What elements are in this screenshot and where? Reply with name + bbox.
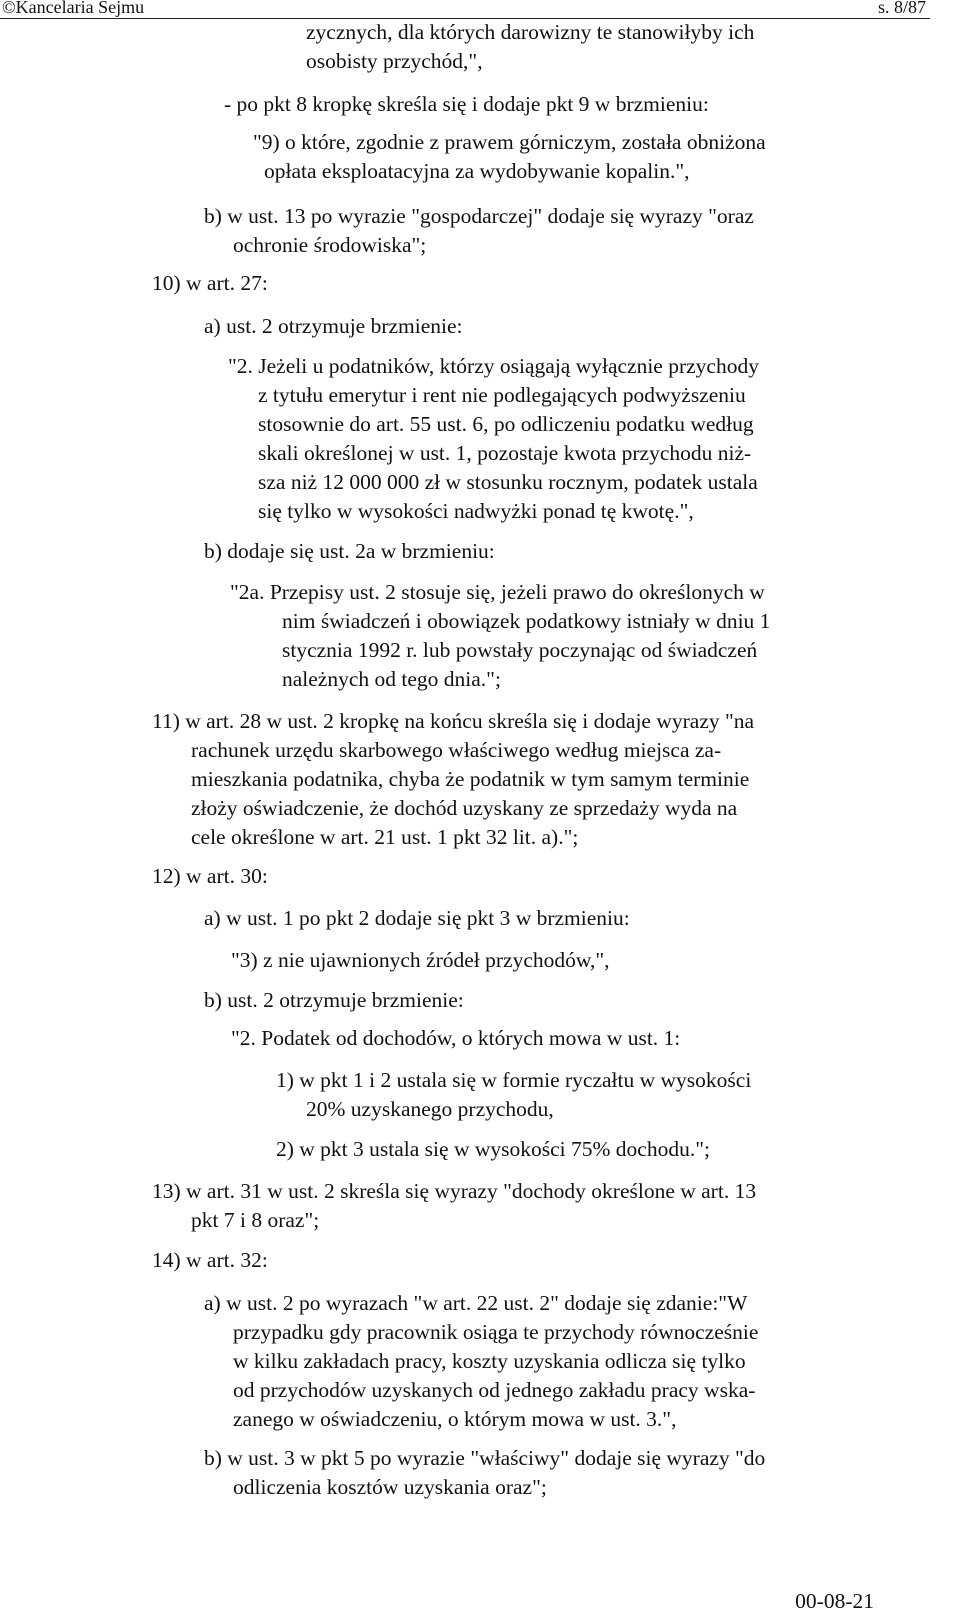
text-line: rachunek urzędu skarbowego właściwego według miejsca za- [191,738,722,762]
text-line: b) dodaje się ust. 2a w brzmieniu: [204,539,495,563]
quoted-ust-2-podatek [231,1024,840,1053]
item-b-ust-3 [204,1444,840,1473]
quoted-ust-2-body [258,381,840,526]
footer-date: 00-08-21 [795,1589,874,1613]
quoted-point-3 [231,946,840,975]
text-line: w kilku zakładach pracy, koszty uzyskania odlicza się tylko [233,1349,746,1373]
item-a-ust-2-zdanie [204,1289,840,1318]
text-line: b) w ust. 3 w pkt 5 po wyrazie "właściwy" dodaje się wyrazy "do [204,1446,766,1470]
text-line: stycznia 1992 r. lub powstały poczynając od świadczeń [282,638,758,662]
item-b-ust-13 [204,202,840,260]
text-line: a) w ust. 1 po pkt 2 dodaje się pkt 3 w brzmieniu: [204,906,630,930]
text-line: ochronie środowiska"; [233,233,427,257]
text-line: "2. Jeżeli u podatników, którzy osiągają wyłącznie przychody [228,354,759,378]
text-line: "2. Podatek od dochodów, o których mowa w ust. 1: [231,1026,681,1050]
text-line: zanego w oświadczeniu, o którym mowa w ust. 3.", [233,1407,677,1431]
text-line: 10) w art. 27: [152,271,268,295]
subpoint-1-body [306,1095,840,1124]
quoted-ust-2a-body [282,607,840,694]
text-line: a) ust. 2 otrzymuje brzmienie: [204,314,463,338]
subpoint-1 [276,1066,840,1095]
text-line: 14) w art. 32: [152,1248,268,1272]
item-a-ust-2-zdanie-body [233,1318,840,1434]
text-line: 11) w art. 28 w ust. 2 kropkę na końcu skreśla się i dodaje wyrazy "na [152,709,755,733]
text-line: należnych od tego dnia."; [282,667,501,691]
text-line: b) ust. 2 otrzymuje brzmienie: [204,988,464,1012]
text-line: cele określone w art. 21 ust. 1 pkt 32 lit. a)."; [191,825,579,849]
text-line: złoży oświadczenie, że dochód uzyskany ze sprzedaży wyda na [191,796,738,820]
text-line: zycznych, dla których darowizny te stanowiłyby ich [306,20,755,44]
item-a-ust-2 [204,312,840,341]
text-line: sza niż 12 000 000 zł w stosunku rocznym, podatek ustala [258,470,758,494]
text-line: skali określonej w ust. 1, pozostaje kwota przychodu niż- [258,441,752,465]
text-line: odliczenia kosztów uzyskania oraz"; [233,1475,547,1499]
point-11-body [191,736,840,852]
header-left: ©Kancelaria Sejmu [2,0,145,17]
text-line: osobisty przychód,", [306,49,483,73]
item-b-ust-2a [204,537,840,566]
quoted-ust-2a [230,578,840,607]
point-11 [152,707,840,736]
point-10 [152,269,840,298]
text-line: mieszkania podatnika, chyba że podatnik w tym samym terminie [191,767,750,791]
text-line: - po pkt 8 kropkę skreśla się i dodaje pkt 9 w brzmieniu: [224,92,709,116]
text-line: pkt 7 i 8 oraz"; [191,1208,320,1232]
paragraph-continuation [306,18,840,76]
text-line: 13) w art. 31 w ust. 2 skreśla się wyrazy "dochody określone w art. 13 [152,1179,757,1203]
text-line: a) w ust. 2 po wyrazach "w art. 22 ust. 2" dodaje się zdanie:"W [204,1291,748,1315]
text-line: "3) z nie ujawnionych źródeł przychodów,", [231,948,610,972]
item-a-ust-1 [204,904,840,933]
point-12 [152,862,840,891]
item-b-ust-3-body [233,1473,840,1502]
text-line: 2) w pkt 3 ustala się w wysokości 75% dochodu."; [276,1137,710,1161]
text-line: "2a. Przepisy ust. 2 stosuje się, jeżeli prawo do określonych w [230,580,765,604]
text-line: się tylko w wysokości nadwyżki ponad tę kwotę.", [258,499,694,523]
point-13-body [191,1206,840,1235]
text-line: opłata eksploatacyjna za wydobywanie kopalin.", [264,159,690,183]
text-line: z tytułu emerytur i rent nie podlegających podwyższeniu [258,383,746,407]
text-line: nim świadczeń i obowiązek podatkowy istniały w dniu 1 [282,609,771,633]
quoted-ust-2 [228,352,840,381]
text-line: "9) o które, zgodnie z prawem górniczym, została obniżona [253,130,766,154]
quoted-point-9 [253,128,840,186]
point-14 [152,1246,840,1275]
page-number: s. 8/87 [877,0,926,17]
text-line: 12) w art. 30: [152,864,268,888]
text-line: 1) w pkt 1 i 2 ustala się w formie ryczałtu w wysokości [276,1068,752,1092]
subpoint-2 [276,1135,840,1164]
text-line: od przychodów uzyskanych od jednego zakładu pracy wska- [233,1378,756,1402]
point-13 [152,1177,840,1206]
text-line: b) w ust. 13 po wyrazie "gospodarczej" dodaje się wyrazy "oraz [204,204,754,228]
text-line: stosownie do art. 55 ust. 6, po odliczeniu podatku według [258,412,754,436]
text-line: przypadku gdy pracownik osiąga te przychody równocześnie [233,1320,759,1344]
amendment-point-8 [224,90,840,119]
item-b-ust-2 [204,986,840,1015]
text-line: 20% uzyskanego przychodu, [306,1097,554,1121]
